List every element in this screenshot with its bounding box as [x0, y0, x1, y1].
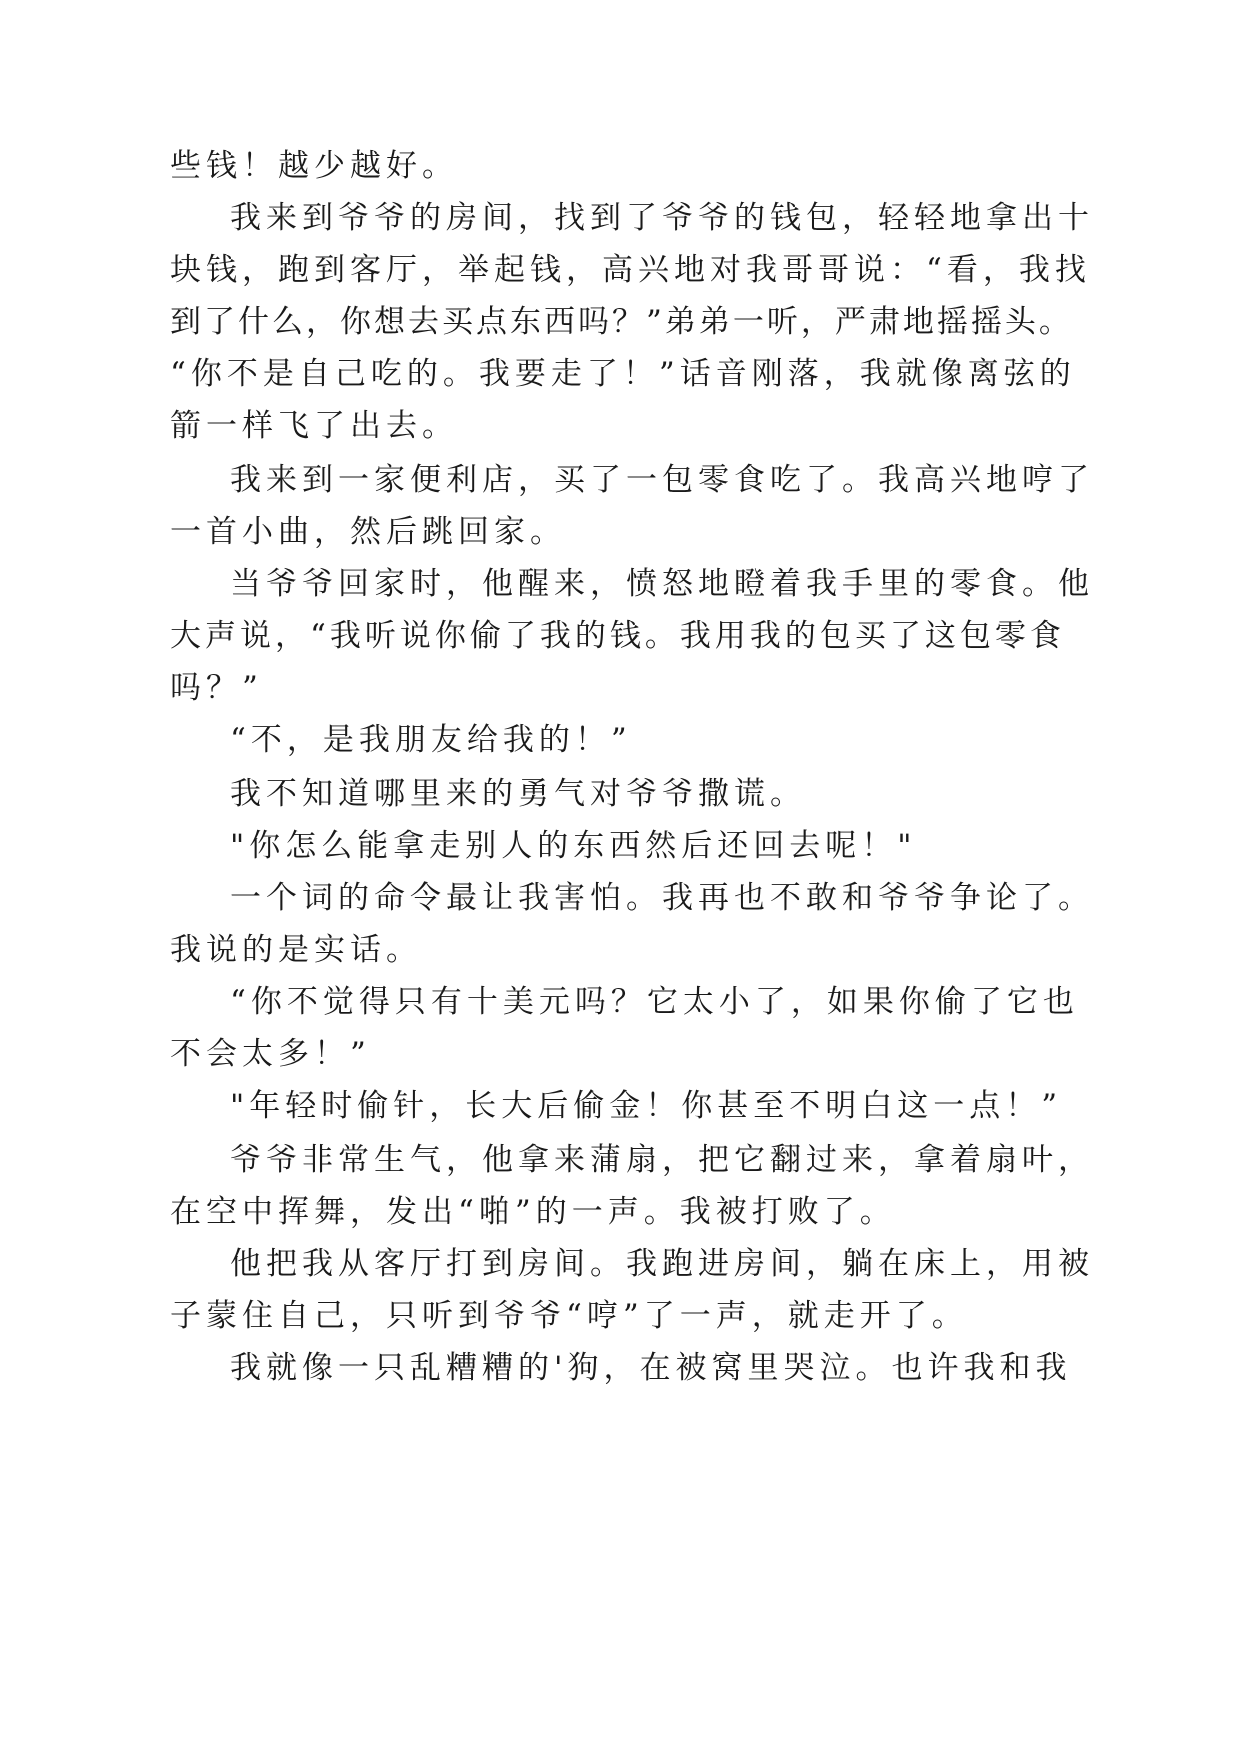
text-line: 当爷爷回家时，他醒来，愤怒地瞪着我手里的零食。他: [230, 566, 1094, 602]
text-line: “不，是我朋友给我的！”: [230, 722, 632, 758]
text-line: 些钱！越少越好。: [170, 148, 458, 184]
text-line: 我说的是实话。: [170, 932, 422, 968]
text-line: 箭一样飞了出去。: [170, 408, 458, 444]
text-line: "你怎么能拿走别人的东西然后还回去呢！": [230, 828, 917, 864]
text-line: 子蒙住自己，只听到爷爷“哼”了一声，就走开了。: [170, 1298, 968, 1334]
text-line: 我不知道哪里来的勇气对爷爷撒谎。: [230, 776, 806, 812]
text-line: 到了什么，你想去买点东西吗？”弟弟一听，严肃地摇摇头。: [170, 304, 1073, 340]
text-line: "年轻时偷针，长大后偷金！你甚至不明白这一点！”: [230, 1088, 1063, 1124]
text-line: 一首小曲，然后跳回家。: [170, 514, 566, 550]
text-line: “你不是自己吃的。我要走了！”话音刚落，我就像离弦的: [170, 356, 1076, 392]
text-line: 我就像一只乱糟糟的'狗，在被窝里哭泣。也许我和我: [230, 1350, 1072, 1386]
text-line: 他把我从客厅打到房间。我跑进房间，躺在床上，用被: [230, 1246, 1094, 1282]
text-line: “你不觉得只有十美元吗？它太小了，如果你偷了它也: [230, 984, 1079, 1020]
text-line: 不会太多！”: [170, 1036, 371, 1072]
text-line: 一个词的命令最让我害怕。我再也不敢和爷爷争论了。: [230, 880, 1094, 916]
text-line: 块钱，跑到客厅，举起钱，高兴地对我哥哥说：“看，我找: [170, 252, 1091, 288]
text-line: 在空中挥舞，发出“啪”的一声。我被打败了。: [170, 1194, 896, 1230]
text-line: 吗？”: [170, 670, 263, 706]
text-line: 大声说，“我听说你偷了我的钱。我用我的包买了这包零食: [170, 618, 1065, 654]
text-line: 我来到一家便利店，买了一包零食吃了。我高兴地哼了: [230, 462, 1094, 498]
text-line: 我来到爷爷的房间，找到了爷爷的钱包，轻轻地拿出十: [230, 200, 1094, 236]
text-line: 爷爷非常生气，他拿来蒲扇，把它翻过来，拿着扇叶，: [230, 1142, 1094, 1178]
